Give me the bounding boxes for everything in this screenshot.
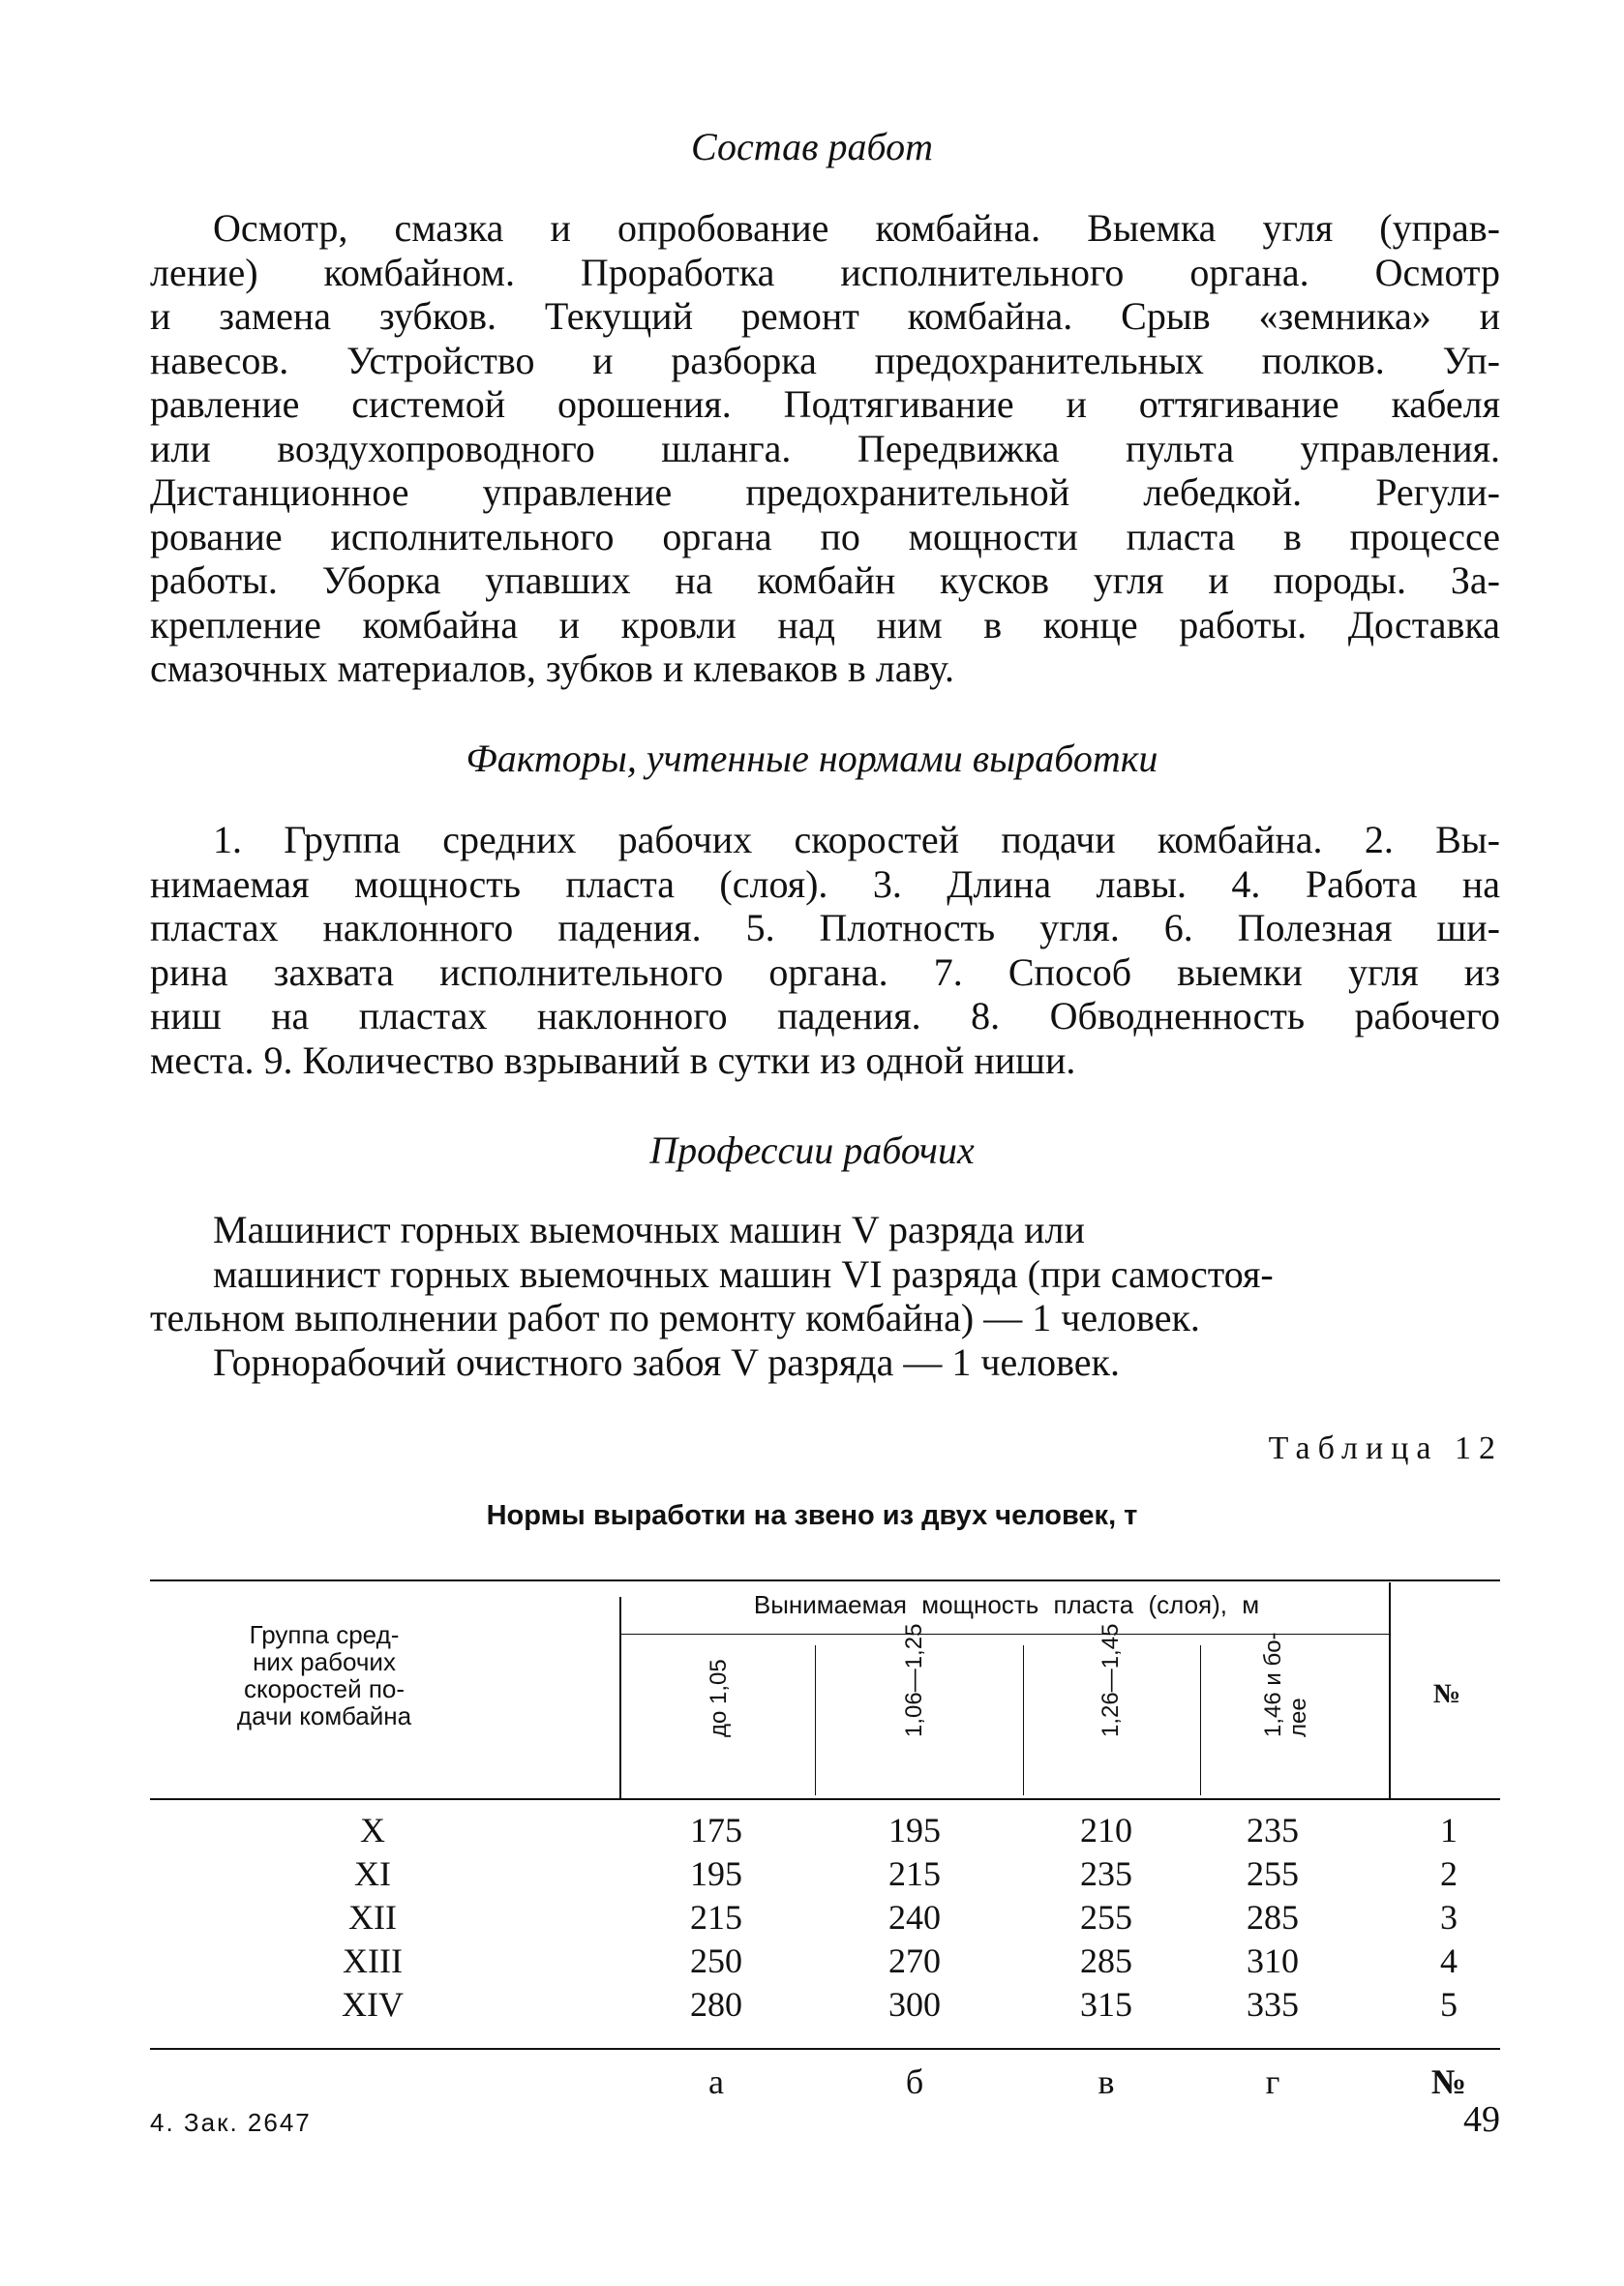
group-cell: X bbox=[360, 1811, 385, 1850]
text-line: нимаемая мощность пласта (слоя). 3. Длина лавы. 4. Работа на bbox=[150, 861, 1500, 906]
header-line: них рабочих bbox=[253, 1647, 396, 1676]
text-line: рование исполнительного органа по мощности пласта в процессе bbox=[150, 514, 1500, 558]
value-cell: 285 bbox=[1080, 1941, 1132, 1980]
order-number: 4. Зак. 2647 bbox=[150, 2108, 312, 2137]
text-line: смазочных материалов, зубков и клеваков в лаву. bbox=[150, 647, 954, 690]
section-title-professions: Профессии рабочих bbox=[649, 1128, 975, 1172]
text-line: навесов. Устройство и разборка предохранительных полков. Уп- bbox=[150, 338, 1500, 382]
column-letter: б bbox=[905, 2062, 924, 2101]
table-divider bbox=[619, 1597, 621, 1798]
page-number: 49 bbox=[1463, 2099, 1500, 2140]
text-line: крепление комбайна и кровли над ним в конце работы. Доставка bbox=[150, 602, 1500, 647]
table-title: Нормы выработки на звено из двух человек, т bbox=[486, 1500, 1138, 1531]
column-letter-number: № bbox=[1430, 2062, 1467, 2101]
value-cell: 315 bbox=[1080, 1985, 1132, 2024]
table-top-rule bbox=[150, 1579, 1500, 1581]
value-cell: 210 bbox=[1080, 1811, 1132, 1850]
header-col-g bbox=[1261, 1632, 1311, 1737]
value-cell: 195 bbox=[690, 1854, 742, 1893]
value-cell: 255 bbox=[1247, 1854, 1299, 1893]
text-line: тельном выполнении работ по ремонту комбайна) — 1 человек. bbox=[150, 1296, 1200, 1339]
professions-text bbox=[150, 1208, 1500, 1384]
row-number: 4 bbox=[1440, 1941, 1458, 1980]
header-col-b: 1,06—1,25 bbox=[901, 1623, 927, 1737]
value-cell: 310 bbox=[1247, 1941, 1299, 1980]
group-cell: XIV bbox=[342, 1985, 404, 2024]
text-line: ниш на пластах наклонного падения. 8. Обводненность рабочего bbox=[150, 994, 1500, 1038]
header-line: дачи комбайна bbox=[236, 1701, 412, 1730]
table-divider bbox=[815, 1645, 816, 1795]
header-col-v: 1,26—1,45 bbox=[1098, 1623, 1124, 1737]
group-cell: XII bbox=[348, 1898, 397, 1937]
row-number: 1 bbox=[1440, 1811, 1458, 1850]
table-number: Таблица 12 bbox=[1268, 1430, 1503, 1466]
text-line: ление) комбайном. Проработка исполнительного органа. Осмотр bbox=[150, 250, 1500, 294]
text-line: рина захвата исполнительного органа. 7. Способ выемки угля из bbox=[150, 949, 1500, 994]
text-line: пластах наклонного падения. 5. Плотность угля. 6. Полезная ши- bbox=[150, 906, 1500, 949]
column-letter: в bbox=[1098, 2062, 1115, 2101]
composition-text bbox=[150, 206, 1500, 691]
text-line: машинист горных выемочных машин VI разряда (при самостоя- bbox=[213, 1251, 1274, 1296]
value-cell: 215 bbox=[690, 1898, 742, 1937]
table-header-rule bbox=[150, 1798, 1500, 1800]
section-title-factors: Факторы, учтенные нормами выработки bbox=[466, 737, 1158, 780]
table-divider bbox=[1389, 1582, 1391, 1798]
header-line: Группа сред- bbox=[249, 1620, 400, 1649]
factors-text bbox=[150, 818, 1500, 1082]
value-cell: 285 bbox=[1247, 1898, 1299, 1937]
header-line: лее bbox=[1285, 1698, 1311, 1737]
header-line: скоростей по- bbox=[243, 1674, 406, 1703]
text-line: Дистанционное управление предохранительной лебедкой. Регули- bbox=[150, 470, 1500, 514]
value-cell: 235 bbox=[1080, 1854, 1132, 1893]
text-line: или воздухопроводного шланга. Передвижка пульта управления. bbox=[150, 426, 1500, 470]
text-line: места. 9. Количество взрываний в сутки из одной ниши. bbox=[150, 1038, 1076, 1082]
value-cell: 335 bbox=[1247, 1985, 1299, 2024]
value-cell: 250 bbox=[690, 1941, 742, 1980]
value-cell: 195 bbox=[888, 1811, 941, 1850]
value-cell: 255 bbox=[1080, 1898, 1132, 1937]
text-line: Осмотр, смазка и опробование комбайна. Выемка угля (управ- bbox=[213, 206, 1500, 250]
table-divider bbox=[1023, 1645, 1024, 1795]
header-col-a: до 1,05 bbox=[706, 1659, 732, 1737]
column-letter: а bbox=[708, 2062, 724, 2101]
group-cell: XIII bbox=[343, 1941, 403, 1980]
text-line: и замена зубков. Текущий ремонт комбайна. Срыв «земника» и bbox=[150, 294, 1500, 338]
value-cell: 215 bbox=[888, 1854, 941, 1893]
text-line: работы. Уборка упавших на комбайн кусков угля и породы. За- bbox=[150, 558, 1500, 602]
text-line: равление системой орошения. Подтягивание и оттягивание кабеля bbox=[150, 382, 1500, 426]
value-cell: 175 bbox=[690, 1811, 742, 1850]
value-cell: 300 bbox=[888, 1985, 941, 2024]
text-line: Горнорабочий очистного забоя V разряда — 1 человек. bbox=[213, 1339, 1120, 1384]
table-body-rule bbox=[150, 2048, 1500, 2050]
section-title-composition: Состав работ bbox=[691, 125, 933, 168]
text-line: 1. Группа средних рабочих скоростей подачи комбайна. 2. Вы- bbox=[213, 818, 1500, 861]
column-letter: г bbox=[1265, 2062, 1280, 2101]
row-number: 5 bbox=[1440, 1985, 1458, 2024]
row-number: 3 bbox=[1440, 1898, 1458, 1937]
row-number: 2 bbox=[1440, 1854, 1458, 1893]
header-thickness: Вынимаемая мощность пласта (слоя), м bbox=[753, 1590, 1260, 1619]
table-divider bbox=[1200, 1645, 1201, 1795]
value-cell: 240 bbox=[888, 1898, 941, 1937]
text-line: Машинист горных выемочных машин V разряда или bbox=[213, 1208, 1085, 1251]
group-cell: XI bbox=[354, 1854, 391, 1893]
value-cell: 280 bbox=[690, 1985, 742, 2024]
header-group-speed bbox=[165, 1621, 484, 1730]
header-line: 1,46 и бо- bbox=[1260, 1632, 1286, 1737]
value-cell: 270 bbox=[888, 1941, 941, 1980]
value-cell: 235 bbox=[1247, 1811, 1299, 1850]
header-number: № bbox=[1432, 1679, 1461, 1709]
